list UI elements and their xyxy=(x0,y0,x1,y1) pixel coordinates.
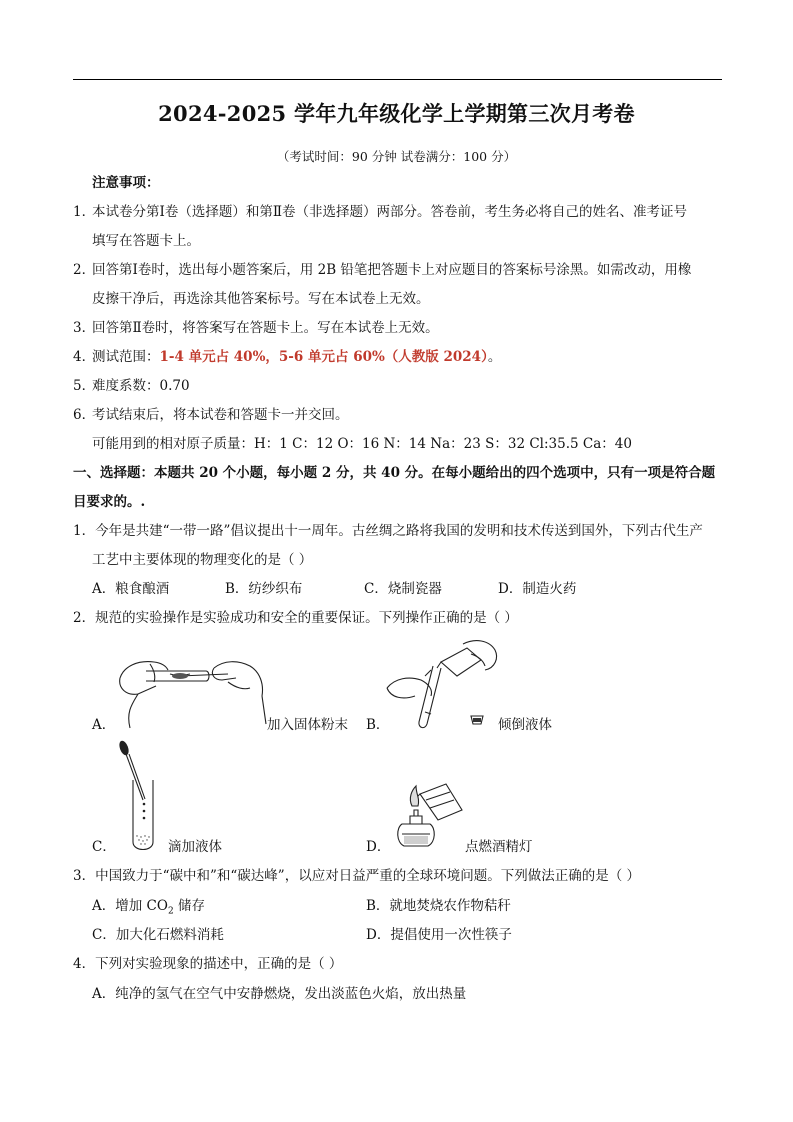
notice-heading: 注意事项： xyxy=(92,175,160,191)
q4-option-a[interactable]: A．纯净的氢气在空气中安静燃烧，发出淡蓝色火焰，放出热量 xyxy=(92,986,467,1002)
q2-option-a-letter[interactable]: A． xyxy=(92,717,116,733)
q3-option-c[interactable]: C．加大化石燃料消耗 xyxy=(92,927,224,943)
q2-stem: 2．规范的实验操作是实验成功和安全的重要保证。下列操作正确的是（ ） xyxy=(73,610,518,626)
section1-heading-line1: 一、选择题：本题共 20 个小题，每小题 2 分，共 40 分。在每小题给出的四个选项中，只有一项是符合题 xyxy=(73,465,716,481)
notice-3-num: 3． xyxy=(73,320,96,336)
q2-option-d-caption: 点燃酒精灯 xyxy=(465,839,533,855)
page-title: 2024-2025 学年九年级化学上学期第三次月考卷 xyxy=(158,101,635,126)
q1-option-c[interactable]: C．烧制瓷器 xyxy=(364,581,442,597)
q3-option-a-suffix: 储存 xyxy=(173,898,205,914)
notice-5-num: 5． xyxy=(73,378,96,394)
header-rule xyxy=(73,79,722,80)
notice-3-line1: 回答第Ⅱ卷时，将答案写在答题卡上。写在本试卷上无效。 xyxy=(92,320,439,336)
q3-option-a[interactable] xyxy=(92,897,205,921)
q3-stem: 3．中国致力于“碳中和”和“碳达峰”，以应对日益严重的全球环境问题。下列做法正确的是（ ） xyxy=(73,868,640,884)
notice-5-line1: 难度系数：0.70 xyxy=(92,378,190,394)
q3-option-d[interactable]: D．提倡使用一次性筷子 xyxy=(366,927,512,943)
q3-option-a-text: A．增加 CO xyxy=(92,898,168,914)
figure-drop-liquid xyxy=(115,740,165,860)
notice-1-line2: 填写在答题卡上。 xyxy=(92,233,200,249)
q2-option-a-caption: 加入固体粉末 xyxy=(267,717,348,733)
notice-6-line1: 考试结束后，将本试卷和答题卡一并交回。 xyxy=(92,407,349,423)
notice-1-line1: 本试卷分第Ⅰ卷（选择题）和第Ⅱ卷（非选择题）两部分。答卷前，考生务必将自己的姓名、准考证号 xyxy=(92,204,688,220)
q3-option-b[interactable]: B．就地焚烧农作物秸秆 xyxy=(366,898,511,914)
notice-4-line xyxy=(92,348,501,366)
q1-stem-line1: 1．今年是共建“一带一路”倡议提出十一周年。古丝绸之路将我国的发明和技术传送到国外，下列古代生产 xyxy=(73,523,703,539)
q1-option-a[interactable]: A．粮食酿酒 xyxy=(92,581,170,597)
q2-option-b-letter[interactable]: B． xyxy=(366,717,390,733)
q1-option-d[interactable]: D．制造火药 xyxy=(498,581,577,597)
notice-4-prefix: 测试范围： xyxy=(92,349,160,365)
q2-option-b-caption: 倾倒液体 xyxy=(498,717,552,733)
notice-2-line2: 皮擦干净后，再选涂其他答案标号。写在本试卷上无效。 xyxy=(92,291,430,307)
atomic-masses: 可能用到的相对原子质量：H：1 C：12 O：16 N：14 Na：23 S：32 Cl:35.5 Ca：40 xyxy=(92,436,632,452)
figure-add-solid-powder xyxy=(110,652,270,732)
notice-1-num: 1． xyxy=(73,204,96,220)
q2-option-c-letter[interactable]: C． xyxy=(92,839,116,855)
notice-2-line1: 回答第Ⅰ卷时，选出每小题答案后，用 2B 铅笔把答题卡上对应题目的答案标号涂黑。如需改动，用橡 xyxy=(92,262,692,278)
figure-light-alcohol-lamp xyxy=(390,780,470,852)
notice-6-num: 6． xyxy=(73,407,96,423)
figure-pour-liquid xyxy=(385,636,505,732)
q1-option-b[interactable]: B．纺纱织布 xyxy=(225,581,303,597)
q1-stem-line2: 工艺中主要体现的物理变化的是（ ） xyxy=(92,552,313,568)
notice-2-num: 2． xyxy=(73,262,96,278)
q3-option-a-subscript: 2 xyxy=(167,906,174,917)
notice-4-num: 4． xyxy=(73,349,96,365)
exam-info: （考试时间：90 分钟 试卷满分：100 分） xyxy=(276,149,517,164)
notice-4-suffix: 。 xyxy=(487,349,502,365)
section1-heading-line2: 目要求的。. xyxy=(73,494,146,510)
q2-option-c-caption: 滴加液体 xyxy=(168,839,222,855)
q2-option-d-letter[interactable]: D． xyxy=(366,839,391,855)
test-scope-highlight: 1-4 单元占 40%，5-6 单元占 60%（人教版 2024） xyxy=(159,349,488,365)
q4-stem: 4．下列对实验现象的描述中，正确的是（ ） xyxy=(73,956,343,972)
